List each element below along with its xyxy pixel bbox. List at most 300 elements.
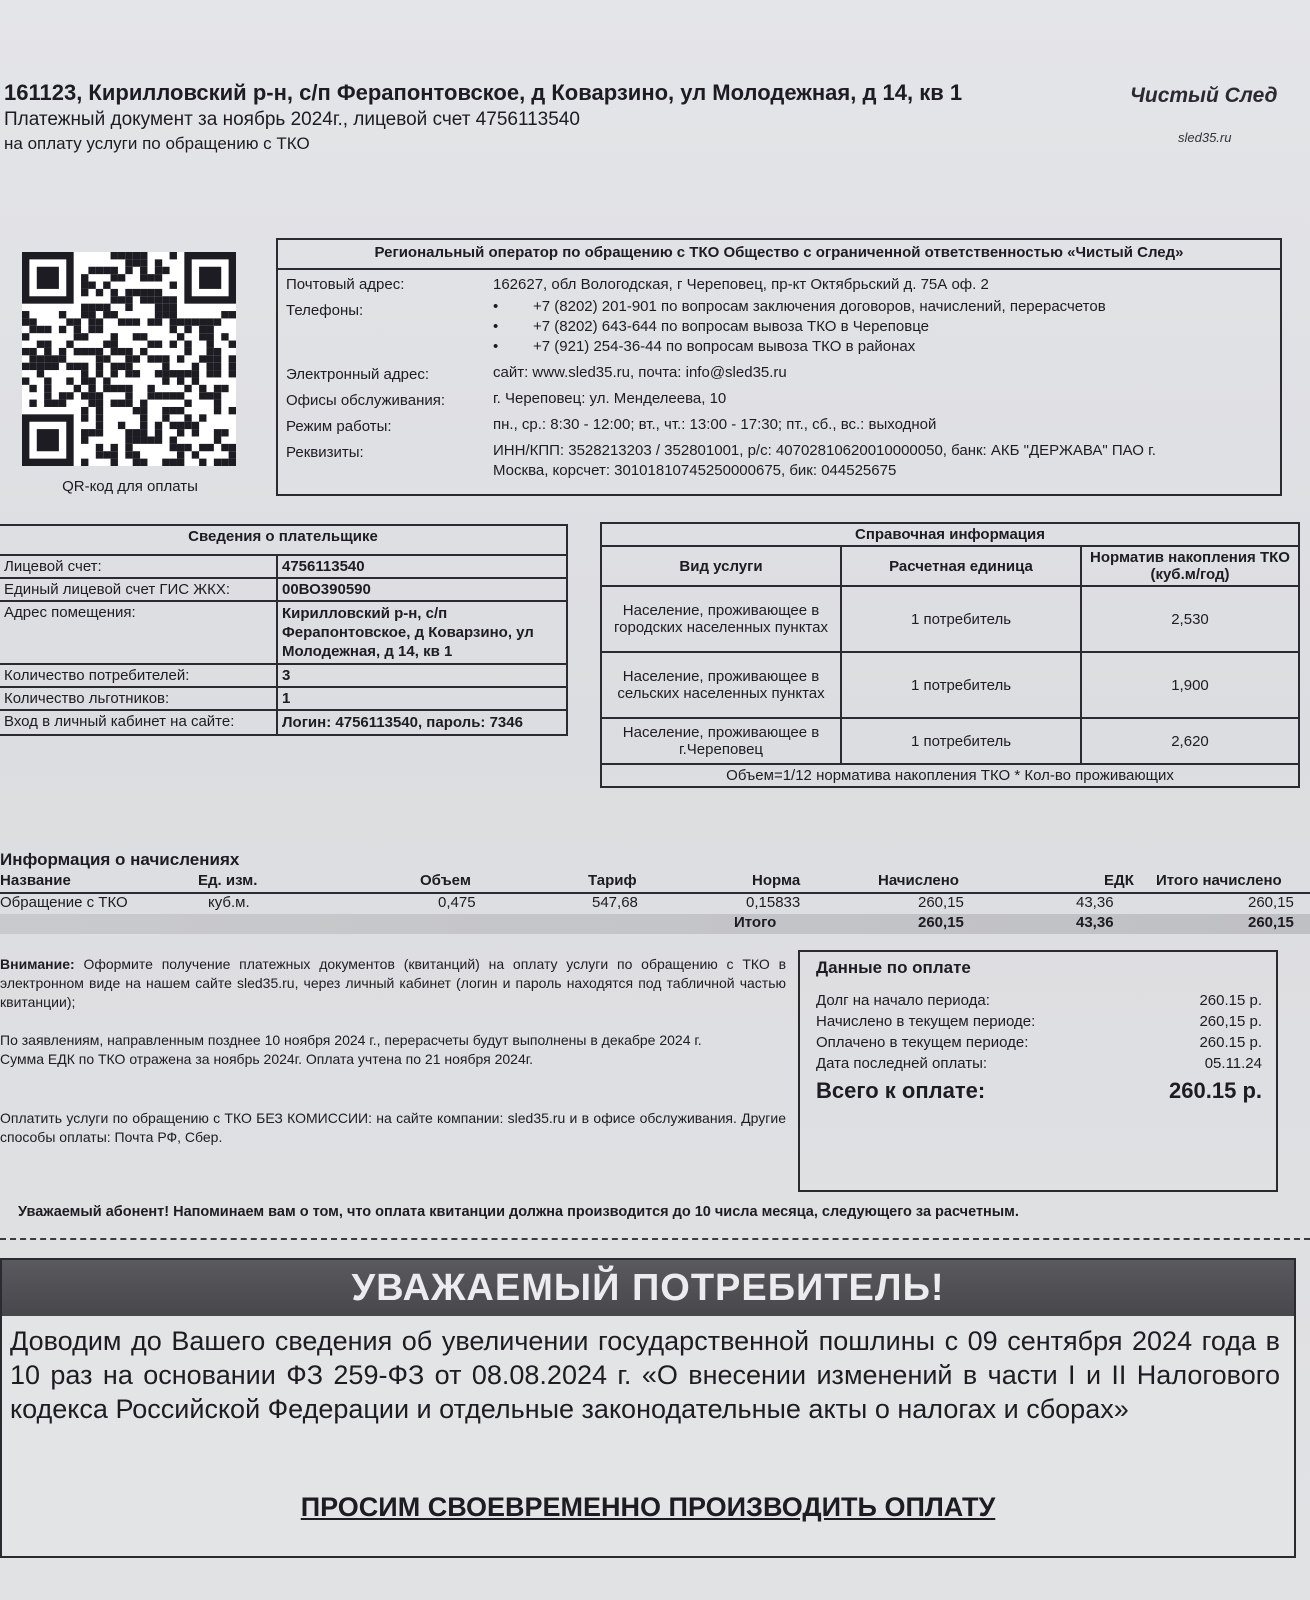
charges-table [0,868,1310,931]
qr-module [125,392,132,399]
qr-module [52,355,59,362]
qr-module [214,355,221,362]
qr-module [81,282,88,289]
banner-call: ПРОСИМ СВОЕВРЕМЕННО ПРОИЗВОДИТЬ ОПЛАТУ [300,1492,996,1522]
qr-module [155,296,162,303]
qr-module [170,252,177,259]
qr-module [88,282,95,289]
charge-charged: 260,15 [918,894,964,911]
payer-value: 1 [277,687,567,710]
qr-module [111,274,118,281]
qr-module [229,407,236,414]
qr-module [59,348,66,355]
col-service: Вид услуги [601,546,841,586]
qr-module [59,400,66,407]
qr-module [74,326,81,333]
qr-module [206,355,213,362]
qr-module [206,348,213,355]
qr-module [118,385,125,392]
qr-module [170,436,177,443]
attention-text: Оформите получение платежных документов (квитанций) на оплату услуги по обращению с ТКО в электронном виде на нашем сайте sled35.ru, через личный кабинет (логин и пароль находятся под табличной частью квитанции); [0,956,787,1010]
qr-module [206,326,213,333]
qr-module [111,348,118,355]
banner-heading: УВАЖАЕМЫЙ ПОТРЕБИТЕЛЬ! [2,1260,1294,1316]
qr-module [214,348,221,355]
qr-module [111,333,118,340]
ref-unit: 1 потребитель [841,718,1081,764]
qr-module [177,429,184,436]
table-row [601,718,1299,764]
qr-module [125,436,132,443]
qr-module [140,429,147,436]
qr-module [199,326,206,333]
qr-module [81,289,88,296]
qr-module [37,363,44,370]
charge-name: Обращение с ТКО [0,894,128,911]
charges-total-row [0,914,1310,934]
qr-module [44,355,51,362]
charges-header [0,872,1310,892]
qr-module [192,370,199,377]
qr-module [52,363,59,370]
qr-module [221,444,228,451]
qr-module [125,355,132,362]
phone-2[interactable]: • +7 (8202) 643-644 по вопросам вывоза ТКО в Череповце [493,318,929,335]
postal-value: 162627, обл Вологодская, г Череповец, пр-кт Октябрьский д. 75А оф. 2 [493,276,989,293]
qr-module [206,341,213,348]
qr-module [192,318,199,325]
qr-module [96,348,103,355]
qr-module [88,311,95,318]
qr-module [147,341,154,348]
qr-module [81,392,88,399]
col-edk: ЕДК [1104,872,1134,889]
qr-module [229,370,236,377]
qr-module [184,444,191,451]
table-row [0,710,567,735]
qr-module [140,252,147,259]
qr-module [81,311,88,318]
payer-label: Количество льготников: [0,687,277,710]
table-row [0,664,567,687]
qr-module [206,370,213,377]
qr-module [111,267,118,274]
qr-module [81,436,88,443]
qr-module [184,318,191,325]
payer-label: Количество потребителей: [0,664,277,687]
qr-module [177,318,184,325]
total-due-value: 260.15 р. [1169,1078,1262,1103]
qr-module [96,289,103,296]
payer-value: Кирилловский р-н, с/п Ферапонтовское, д Коварзино, ул Молодежная, д 14, кв 1 [277,601,567,664]
payment-value: 260.15 р. [1199,992,1262,1009]
qr-module [206,392,213,399]
col-unit: Ед. изм. [198,872,258,889]
qr-module [88,392,95,399]
ref-norm: 2,620 [1081,718,1299,764]
requisites-line-1: ИНН/КПП: 3528213203 / 352801001, р/с: 40702810620010000050, банк: АКБ "ДЕРЖАВА" ПАО г. [493,442,1156,459]
qr-module [22,377,29,384]
qr-module [44,348,51,355]
payment-label: Долг на начало периода: [816,992,990,1009]
banner-text: Доводим до Вашего сведения об увеличении государственной пошлины с 09 сентября 2024 года в 10 раз на основании ФЗ 259-ФЗ от 08.08.2024 г. «О внесении изменений в части I и II Налогового кодекса Российской Федерации и отдельные законодательные акты о налогах и сборах» [10,1326,1280,1424]
qr-module [111,444,118,451]
qr-module [66,377,73,384]
qr-module [177,333,184,340]
qr-finder-bottom-left [22,414,74,466]
qr-module [103,377,110,384]
table-row [0,894,1310,914]
qr-module [229,355,236,362]
ref-service: Население, проживающее в городских населенных пунктах [601,586,841,652]
qr-label: QR-код для оплаты [62,478,198,495]
qr-module [147,289,154,296]
requisites-line-2: Москва, корсчет: 30101810745250000675, бик: 044525675 [493,462,897,479]
qr-module [155,392,162,399]
col-total: Итого начислено [1156,872,1282,889]
qr-module [221,459,228,466]
login-credentials: Логин: 4756113540, пароль: 7346 [277,710,567,735]
qr-module [22,348,29,355]
qr-module [74,318,81,325]
qr-module [214,392,221,399]
qr-finder-top-right [184,252,236,304]
qr-module [96,363,103,370]
qr-module [133,459,140,466]
qr-module [214,459,221,466]
qr-module [199,459,206,466]
ref-norm: 2,530 [1081,586,1299,652]
payer-label: Лицевой счет: [0,555,277,578]
qr-module [155,341,162,348]
qr-module [214,318,221,325]
postal-label: Почтовый адрес: [286,276,405,293]
qr-module [125,370,132,377]
qr-module [103,267,110,274]
qr-module [66,318,73,325]
qr-module [155,304,162,311]
qr-module [44,341,51,348]
qr-module [162,311,169,318]
payer-table [0,524,568,736]
qr-module [184,326,191,333]
ref-service: Население, проживающее в г.Череповец [601,718,841,764]
qr-module [96,326,103,333]
qr-module [162,355,169,362]
qr-module [37,370,44,377]
qr-module [162,377,169,384]
qr-module [37,341,44,348]
qr-module [125,259,132,266]
qr-module [118,274,125,281]
qr-module [37,355,44,362]
qr-module [229,341,236,348]
table-row [601,652,1299,718]
qr-module [133,252,140,259]
total-total: 260,15 [1248,914,1294,931]
payer-value: 3 [277,664,567,687]
qr-module [192,377,199,384]
email-label: Электронный адрес: [286,366,430,383]
qr-module [177,444,184,451]
hours-value: пн., ср.: 8:30 - 12:00; вт., чт.: 13:00 - 17:30; пт., сб., вс.: выходной [493,416,937,433]
qr-module [229,444,236,451]
qr-module [155,289,162,296]
qr-module [22,318,29,325]
qr-module [214,407,221,414]
qr-module [214,385,221,392]
qr-module [170,326,177,333]
payment-label: Начислено в текущем периоде: [816,1013,1036,1030]
qr-module [221,429,228,436]
qr-module [81,414,88,421]
qr-module [125,400,132,407]
col-volume: Объем [420,872,471,889]
qr-module [184,370,191,377]
qr-module [74,385,81,392]
qr-module [81,429,88,436]
qr-module [66,341,73,348]
qr-module [125,267,132,274]
qr-module [206,363,213,370]
qr-module [81,407,88,414]
qr-module [125,252,132,259]
table-row [0,578,567,601]
offices-label: Офисы обслуживания: [286,392,446,409]
qr-module [199,355,206,362]
notice-banner [0,1258,1296,1558]
qr-module [206,318,213,325]
qr-module [155,267,162,274]
qr-module [44,326,51,333]
qr-module [170,296,177,303]
charge-tariff: 547,68 [592,894,638,911]
qr-module [74,363,81,370]
total-label: Итого [734,914,777,931]
qr-module [88,377,95,384]
qr-module [103,451,110,458]
qr-module [81,370,88,377]
qr-module [96,400,103,407]
qr-module [147,274,154,281]
payment-value: 05.11.24 [1204,1055,1262,1072]
qr-module [170,444,177,451]
qr-module [96,392,103,399]
edk-note: Сумма ЕДК по ТКО отражена за ноябрь 2024г. Оплата учтена по 21 ноября 2024г. [0,1051,534,1067]
payment-title: Данные по оплате [816,958,971,977]
qr-module [162,414,169,421]
qr-module [140,296,147,303]
qr-module [111,296,118,303]
qr-module [192,422,199,429]
email-value[interactable]: сайт: www.sled35.ru, почта: info@sled35.ru [493,364,787,381]
qr-module [133,355,140,362]
qr-module [59,355,66,362]
qr-module [140,267,147,274]
qr-module [81,348,88,355]
ref-norm: 1,900 [1081,652,1299,718]
qr-module [170,407,177,414]
qr-module [103,385,110,392]
total-due-label: Всего к оплате: [816,1078,986,1103]
document-subtitle: на оплату услуги по обращению с ТКО [4,134,310,153]
qr-module [111,252,118,259]
qr-module [140,333,147,340]
reference-table [600,522,1300,788]
qr-finder-top-left [22,252,74,304]
qr-module [155,355,162,362]
payer-label: Адрес помещения: [0,601,277,664]
qr-module [140,274,147,281]
qr-module [162,304,169,311]
qr-module [66,363,73,370]
qr-module [177,422,184,429]
qr-module [29,400,36,407]
qr-module [214,363,221,370]
qr-module [229,363,236,370]
qr-module [147,385,154,392]
phone-1[interactable]: • +7 (8202) 201-901 по вопросам заключения договоров, начислений, перерасчетов [493,298,1106,315]
qr-module [170,311,177,318]
qr-module [29,348,36,355]
table-row [0,555,567,578]
qr-module [155,274,162,281]
charge-volume: 0,475 [438,894,476,911]
qr-module [118,318,125,325]
qr-module [177,451,184,458]
qr-module [125,289,132,296]
charge-total: 260,15 [1248,894,1294,911]
qr-module [59,326,66,333]
qr-module [199,385,206,392]
qr-module [155,318,162,325]
pay-ways-note: Оплатить услуги по обращению с ТКО БЕЗ КОМИССИИ: на сайте компании: sled35.ru и в офисе обслуживания. Другие способы оплаты: Почта РФ, Сбер. [0,1110,786,1145]
qr-module [140,289,147,296]
payment-summary [798,950,1278,1192]
qr-module [88,348,95,355]
qr-module [140,414,147,421]
qr-module [29,363,36,370]
qr-module [96,318,103,325]
reference-footer: Объем=1/12 норматива накопления ТКО * Кол-во проживающих [601,764,1299,787]
qr-module [140,436,147,443]
qr-module [22,311,29,318]
qr-module [177,407,184,414]
qr-module [140,459,147,466]
company-logo: Чистый След [1130,84,1278,107]
qr-module [170,282,177,289]
qr-module [155,370,162,377]
qr-module [162,370,169,377]
ref-service: Население, проживающее в сельских населенных пунктах [601,652,841,718]
qr-module [29,355,36,362]
col-name: Название [0,872,71,889]
qr-module [29,385,36,392]
table-row [0,687,567,710]
qr-module [125,444,132,451]
recalc-note: По заявлениям, направленным позднее 10 ноября 2024 г., перерасчеты будут выполнены в декабре 2024 г. [0,1032,702,1048]
qr-module [88,326,95,333]
charges-title: Информация о начислениях [0,850,240,869]
qr-module [177,392,184,399]
qr-module [140,422,147,429]
qr-module [177,459,184,466]
qr-module [125,296,132,303]
qr-module [162,392,169,399]
qr-module [229,311,236,318]
payer-label: Вход в личный кабинет на сайте: [0,710,277,735]
qr-module [96,355,103,362]
qr-module [199,333,206,340]
qr-module [118,422,125,429]
qr-code[interactable] [22,252,236,466]
qr-module [184,341,191,348]
col-tariff: Тариф [588,872,637,889]
qr-module [199,444,206,451]
qr-module [66,392,73,399]
qr-module [81,274,88,281]
company-site: sled35.ru [1178,130,1232,145]
qr-module [184,385,191,392]
qr-module [37,326,44,333]
cut-line [0,1238,1310,1240]
qr-module [133,370,140,377]
qr-module [170,318,177,325]
qr-module [88,304,95,311]
qr-module [96,422,103,429]
qr-module [147,436,154,443]
col-norm: Норма [752,872,801,889]
qr-module [155,259,162,266]
qr-module [96,414,103,421]
payment-value: 260,15 р. [1199,1013,1262,1030]
total-charged: 260,15 [918,914,964,931]
operator-info [276,238,1282,496]
qr-module [147,296,154,303]
qr-module [44,377,51,384]
qr-module [96,407,103,414]
payer-title: Сведения о плательщике [0,525,567,555]
requisites-label: Реквизиты: [286,444,364,461]
qr-module [133,429,140,436]
qr-module [96,304,103,311]
payer-label: Единый лицевой счет ГИС ЖКХ: [0,578,277,601]
qr-module [96,267,103,274]
qr-module [162,363,169,370]
qr-module [192,429,199,436]
qr-module [111,363,118,370]
offices-value: г. Череповец: ул. Менделеева, 10 [493,390,727,407]
qr-module [111,311,118,318]
hours-label: Режим работы: [286,418,392,435]
qr-module [170,422,177,429]
qr-module [81,459,88,466]
qr-module [133,289,140,296]
qr-module [155,429,162,436]
qr-module [111,341,118,348]
ref-unit: 1 потребитель [841,652,1081,718]
qr-module [111,459,118,466]
operator-title: Региональный оператор по обращению с ТКО Общество с ограниченной ответственностью «Чистый След» [278,240,1280,270]
qr-module [206,333,213,340]
qr-module [162,267,169,274]
qr-module [88,267,95,274]
phone-3[interactable]: • +7 (921) 254-36-44 по вопросам вывоза ТКО в районах [493,338,916,355]
qr-module [103,304,110,311]
qr-module [125,429,132,436]
qr-module [184,400,191,407]
qr-module [155,311,162,318]
